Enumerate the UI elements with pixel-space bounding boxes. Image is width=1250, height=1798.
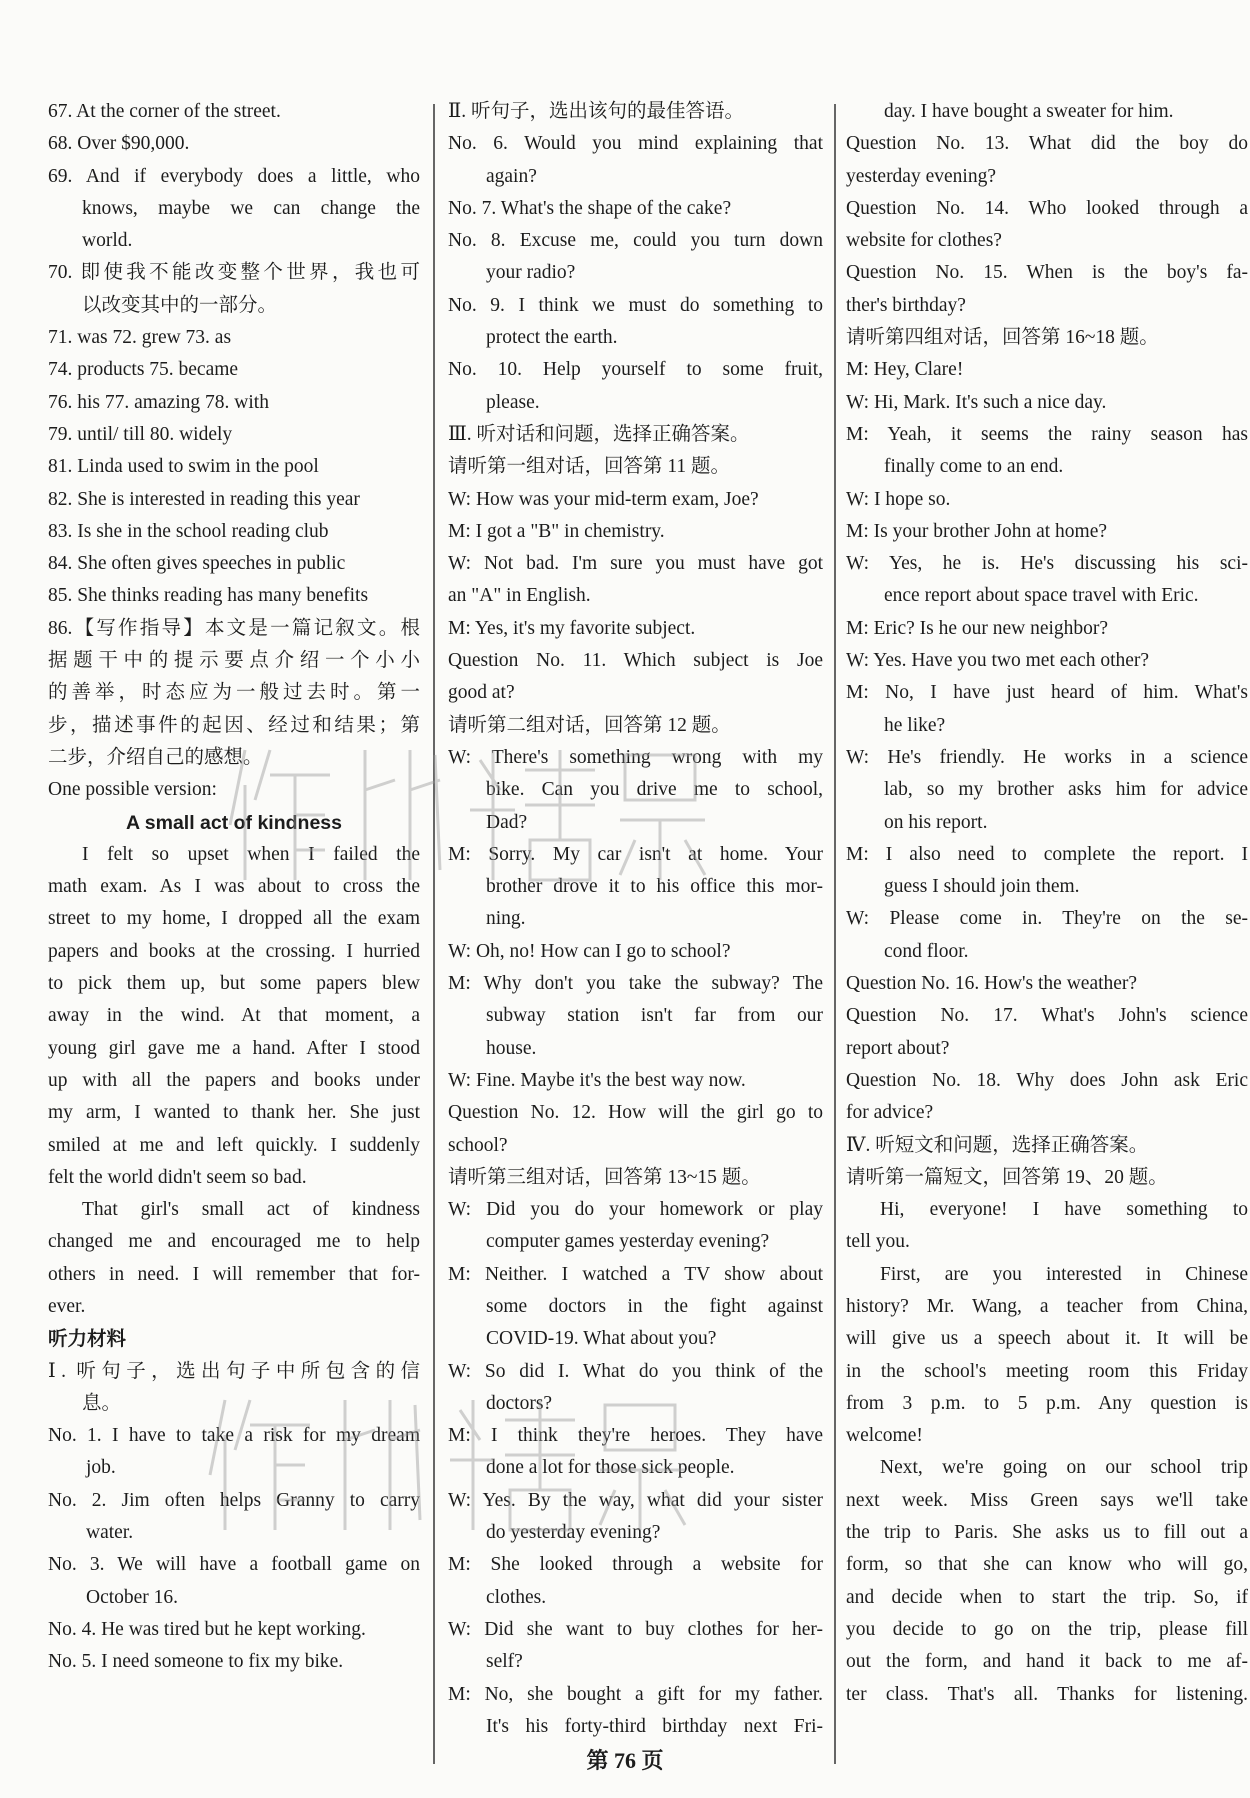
left-column-line: 70. 即使我不能改变整个世界，我也可 xyxy=(48,262,420,284)
left-column-line: math exam. As I was about to cross the xyxy=(48,876,420,898)
right-column-line: W: Please come in. They're on the se- xyxy=(846,908,1248,930)
middle-column-line: No. 6. Would you mind explaining that xyxy=(448,133,823,155)
right-column-line: from 3 p.m. to 5 p.m. Any question is xyxy=(846,1392,1248,1414)
right-column-line: W: Yes, he is. He's discussing his sci- xyxy=(846,553,1248,575)
right-column-line: 请听第四组对话，回答第 16~18 题。 xyxy=(846,327,1159,349)
right-column-line: on his report. xyxy=(884,811,988,833)
middle-column-line: bike. Can you drive me to school, xyxy=(486,779,823,801)
left-column-line: No. 3. We will have a football game on xyxy=(48,1554,420,1576)
middle-column-line: M: Why don't you take the subway? The xyxy=(448,973,823,995)
left-column-line: 以改变其中的一部分。 xyxy=(82,294,278,316)
middle-column-line: do yesterday evening? xyxy=(486,1522,661,1544)
left-column-line: 71. was 72. grew 73. as xyxy=(48,327,232,349)
right-column-line: W: Hi, Mark. It's such a nice day. xyxy=(846,391,1107,413)
right-column-line: report about? xyxy=(846,1037,950,1059)
middle-column-line: subway station isn't far from our xyxy=(486,1005,823,1027)
left-column-line: 74. products 75. became xyxy=(48,359,239,381)
right-column-line: Question No. 14. Who looked through a xyxy=(846,197,1248,219)
right-column-line: the trip to Paris. She asks us to fill out a xyxy=(846,1522,1248,1544)
middle-column-line: M: She looked through a website for xyxy=(448,1554,823,1576)
left-column-line: 81. Linda used to swim in the pool xyxy=(48,456,319,478)
right-column-line: M: Is your brother John at home? xyxy=(846,520,1108,542)
middle-column-line: good at? xyxy=(448,682,515,704)
right-column-line: you decide to go on the trip, please fill xyxy=(846,1618,1248,1640)
left-column-line: to pick them up, but some papers blew xyxy=(48,973,420,995)
middle-column-line: your radio? xyxy=(486,262,576,284)
middle-column-line: doctors? xyxy=(486,1392,553,1414)
middle-column-line: W: Fine. Maybe it's the best way now. xyxy=(448,1069,746,1091)
right-column-line: M: Yeah, it seems the rainy season has xyxy=(846,423,1248,445)
left-column-line: October 16. xyxy=(86,1586,179,1608)
left-column-line: That girl's small act of kindness xyxy=(82,1199,420,1221)
left-column-line: others in need. I will remember that for- xyxy=(48,1263,420,1285)
middle-column-line: 请听第二组对话，回答第 12 题。 xyxy=(448,714,731,736)
right-column-line: out the form, and hand it back to me af- xyxy=(846,1651,1248,1673)
left-column-line: No. 1. I have to take a risk for my dream xyxy=(48,1425,420,1447)
right-column-line: website for clothes? xyxy=(846,230,1002,252)
left-column-line: away in the wind. At that moment, a xyxy=(48,1005,420,1027)
right-column-line: ence report about space travel with Eric. xyxy=(884,585,1199,607)
right-column-line: ther's birthday? xyxy=(846,294,966,316)
left-column-line: 步，描述事件的起因、经过和结果；第 xyxy=(48,714,420,736)
left-column-line: job. xyxy=(86,1457,116,1479)
right-column-line: 请听第一篇短文，回答第 19、20 题。 xyxy=(846,1166,1168,1188)
left-column-line: 85. She thinks reading has many benefits xyxy=(48,585,369,607)
middle-column-line: No. 9. I think we must do something to xyxy=(448,294,823,316)
middle-column-line: No. 10. Help yourself to some fruit, xyxy=(448,359,823,381)
right-column-line: and decide when to start the trip. So, if xyxy=(846,1586,1248,1608)
left-column-line: 69. And if everybody does a little, who xyxy=(48,165,420,187)
middle-column-line: 请听第一组对话，回答第 11 题。 xyxy=(448,456,731,478)
left-column-line: felt the world didn't seem so bad. xyxy=(48,1166,307,1188)
right-column-line: M: Eric? Is he our new neighbor? xyxy=(846,617,1109,639)
column-divider-right xyxy=(834,104,836,1764)
right-column-line: next week. Miss Green says we'll take xyxy=(846,1489,1248,1511)
middle-column-line: self? xyxy=(486,1651,523,1673)
right-column-line: lab, so my brother asks him for advice xyxy=(884,779,1248,801)
right-column-line: Question No. 18. Why does John ask Eric xyxy=(846,1069,1248,1091)
left-column-line: No. 2. Jim often helps Granny to carry xyxy=(48,1489,420,1511)
middle-column-line: 请听第三组对话，回答第 13~15 题。 xyxy=(448,1166,761,1188)
left-column-line: water. xyxy=(86,1522,134,1544)
right-column-line: will give us a speech about it. It will be xyxy=(846,1328,1248,1350)
middle-column-line: Dad? xyxy=(486,811,528,833)
right-column-line: First, are you interested in Chinese xyxy=(880,1263,1248,1285)
left-column-line: 听力材料 xyxy=(48,1328,127,1351)
middle-column-line: again? xyxy=(486,165,537,187)
right-column-line: yesterday evening? xyxy=(846,165,996,187)
middle-column-line: ning. xyxy=(486,908,526,930)
middle-column-line: please. xyxy=(486,391,540,413)
middle-column-line: M: Sorry. My car isn't at home. Your xyxy=(448,843,823,865)
left-column xyxy=(48,96,420,1679)
left-column-line: world. xyxy=(82,230,133,252)
right-column-line: ter class. That's all. Thanks for listening. xyxy=(846,1683,1248,1705)
left-column-line: smiled at me and left quickly. I suddenly xyxy=(48,1134,420,1156)
middle-column-line: W: Oh, no! How can I go to school? xyxy=(448,940,731,962)
right-column-line: Question No. 15. When is the boy's fa- xyxy=(846,262,1248,284)
middle-column-line: brother drove it to his office this mor- xyxy=(486,876,823,898)
right-column-line: in the school's meeting room this Friday xyxy=(846,1360,1248,1382)
middle-column-line: No. 7. What's the shape of the cake? xyxy=(448,197,732,219)
middle-column-line: Ⅱ. 听句子，选出该句的最佳答语。 xyxy=(448,101,745,122)
middle-column-line: W: There's something wrong with my xyxy=(448,746,823,768)
middle-column-line: It's his forty-third birthday next Fri- xyxy=(486,1715,823,1737)
middle-column-line: some doctors in the fight against xyxy=(486,1295,823,1317)
left-column-line: up with all the papers and books under xyxy=(48,1069,420,1091)
middle-column xyxy=(448,96,823,1743)
right-column-line: Ⅳ. 听短文和问题，选择正确答案。 xyxy=(846,1134,1149,1156)
right-column-line: day. I have bought a sweater for him. xyxy=(884,101,1174,122)
middle-column-line: house. xyxy=(486,1037,537,1059)
middle-column-line: W: Did she want to buy clothes for her- xyxy=(448,1618,823,1640)
middle-column-line: W: So did I. What do you think of the xyxy=(448,1360,823,1382)
left-column-line: No. 4. He was tired but he kept working. xyxy=(48,1618,366,1640)
middle-column-line: school? xyxy=(448,1134,508,1156)
right-column-line: Next, we're going on our school trip xyxy=(880,1457,1248,1479)
middle-column-line: W: Not bad. I'm sure you must have got xyxy=(448,553,823,575)
right-column-line: W: I hope so. xyxy=(846,488,951,510)
left-column-line: 据题干中的提示要点介绍一个小小 xyxy=(48,650,420,672)
middle-column-line: Question No. 12. How will the girl go to xyxy=(448,1102,823,1124)
left-column-line: my arm, I wanted to thank her. She just xyxy=(48,1102,420,1124)
middle-column-line: done a lot for those sick people. xyxy=(486,1457,735,1479)
right-column-line: he like? xyxy=(884,714,946,736)
middle-column-line: M: No, she bought a gift for my father. xyxy=(448,1683,823,1705)
right-column-line: form, so that she can know who will go, xyxy=(846,1554,1248,1576)
left-column-line: papers and books at the crossing. I hurried xyxy=(48,940,420,962)
middle-column-line: computer games yesterday evening? xyxy=(486,1231,770,1253)
right-column-line: W: He's friendly. He works in a science xyxy=(846,746,1248,768)
left-column-line: 82. She is interested in reading this year xyxy=(48,488,360,510)
left-column-line: ever. xyxy=(48,1295,86,1317)
right-column-line: guess I should join them. xyxy=(884,876,1080,898)
middle-column-line: COVID-19. What about you? xyxy=(486,1328,717,1350)
middle-column-line: clothes. xyxy=(486,1586,547,1608)
column-divider-left xyxy=(433,104,435,1764)
left-column-line: changed me and encouraged me to help xyxy=(48,1231,420,1253)
left-column-line: street to my home, I dropped all the exam xyxy=(48,908,420,930)
left-column-line: A small act of kindness xyxy=(125,811,342,834)
right-column-line: Question No. 13. What did the boy do xyxy=(846,133,1248,155)
right-column xyxy=(846,96,1248,1711)
left-column-line: 68. Over $90,000. xyxy=(48,133,190,155)
left-column-line: 的善举，时态应为一般过去时。第一 xyxy=(48,682,420,704)
right-column-line: welcome! xyxy=(846,1425,923,1447)
left-column-line: 76. his 77. amazing 78. with xyxy=(48,391,269,413)
left-column-line: 86.【写作指导】本文是一篇记叙文。根 xyxy=(48,617,420,639)
right-column-line: M: I also need to complete the report. I xyxy=(846,843,1248,865)
right-column-line: Question No. 16. How's the weather? xyxy=(846,973,1138,995)
middle-column-line: M: Yes, it's my favorite subject. xyxy=(448,617,696,639)
right-column-line: M: No, I have just heard of him. What's xyxy=(846,682,1248,704)
right-column-line: cond floor. xyxy=(884,940,969,962)
middle-column-line: protect the earth. xyxy=(486,327,618,349)
left-column-line: I felt so upset when I failed the xyxy=(82,843,420,865)
right-column-line: Question No. 17. What's John's science xyxy=(846,1005,1248,1027)
right-column-line: M: Hey, Clare! xyxy=(846,359,964,381)
right-column-line: Hi, everyone! I have something to xyxy=(880,1199,1248,1221)
left-column-line: 83. Is she in the school reading club xyxy=(48,520,329,542)
middle-column-line: an "A" in English. xyxy=(448,585,591,607)
left-column-line: 79. until/ till 80. widely xyxy=(48,423,233,445)
left-column-line: 67. At the corner of the street. xyxy=(48,101,281,122)
middle-column-line: Question No. 11. Which subject is Joe xyxy=(448,650,823,672)
left-column-line: Ⅰ. 听句子，选出句子中所包含的信 xyxy=(48,1360,420,1382)
right-column-line: W: Yes. Have you two met each other? xyxy=(846,650,1150,672)
right-column-line: tell you. xyxy=(846,1231,910,1253)
page-number: 第 76 页 xyxy=(586,1748,664,1773)
middle-column-line: M: I got a "B" in chemistry. xyxy=(448,520,665,542)
middle-column-line: No. 8. Excuse me, could you turn down xyxy=(448,230,823,252)
left-column-line: One possible version: xyxy=(48,779,217,801)
left-column-line: 息。 xyxy=(82,1392,122,1414)
middle-column-line: M: I think they're heroes. They have xyxy=(448,1425,823,1447)
middle-column-line: W: Yes. By the way, what did your sister xyxy=(448,1489,823,1511)
left-column-line: knows, maybe we can change the xyxy=(82,197,420,219)
left-column-line: 84. She often gives speeches in public xyxy=(48,553,346,575)
left-column-line: young girl gave me a hand. After I stood xyxy=(48,1037,420,1059)
right-column-line: finally come to an end. xyxy=(884,456,1064,478)
middle-column-line: W: How was your mid-term exam, Joe? xyxy=(448,488,759,510)
middle-column-line: M: Neither. I watched a TV show about xyxy=(448,1263,823,1285)
left-column-line: 二步，介绍自己的感想。 xyxy=(48,746,263,768)
right-column-line: history? Mr. Wang, a teacher from China, xyxy=(846,1295,1248,1317)
middle-column-line: W: Did you do your homework or play xyxy=(448,1199,823,1221)
left-column-line: No. 5. I need someone to fix my bike. xyxy=(48,1651,344,1673)
middle-column-line: Ⅲ. 听对话和问题，选择正确答案。 xyxy=(448,423,750,445)
right-column-line: for advice? xyxy=(846,1102,934,1124)
